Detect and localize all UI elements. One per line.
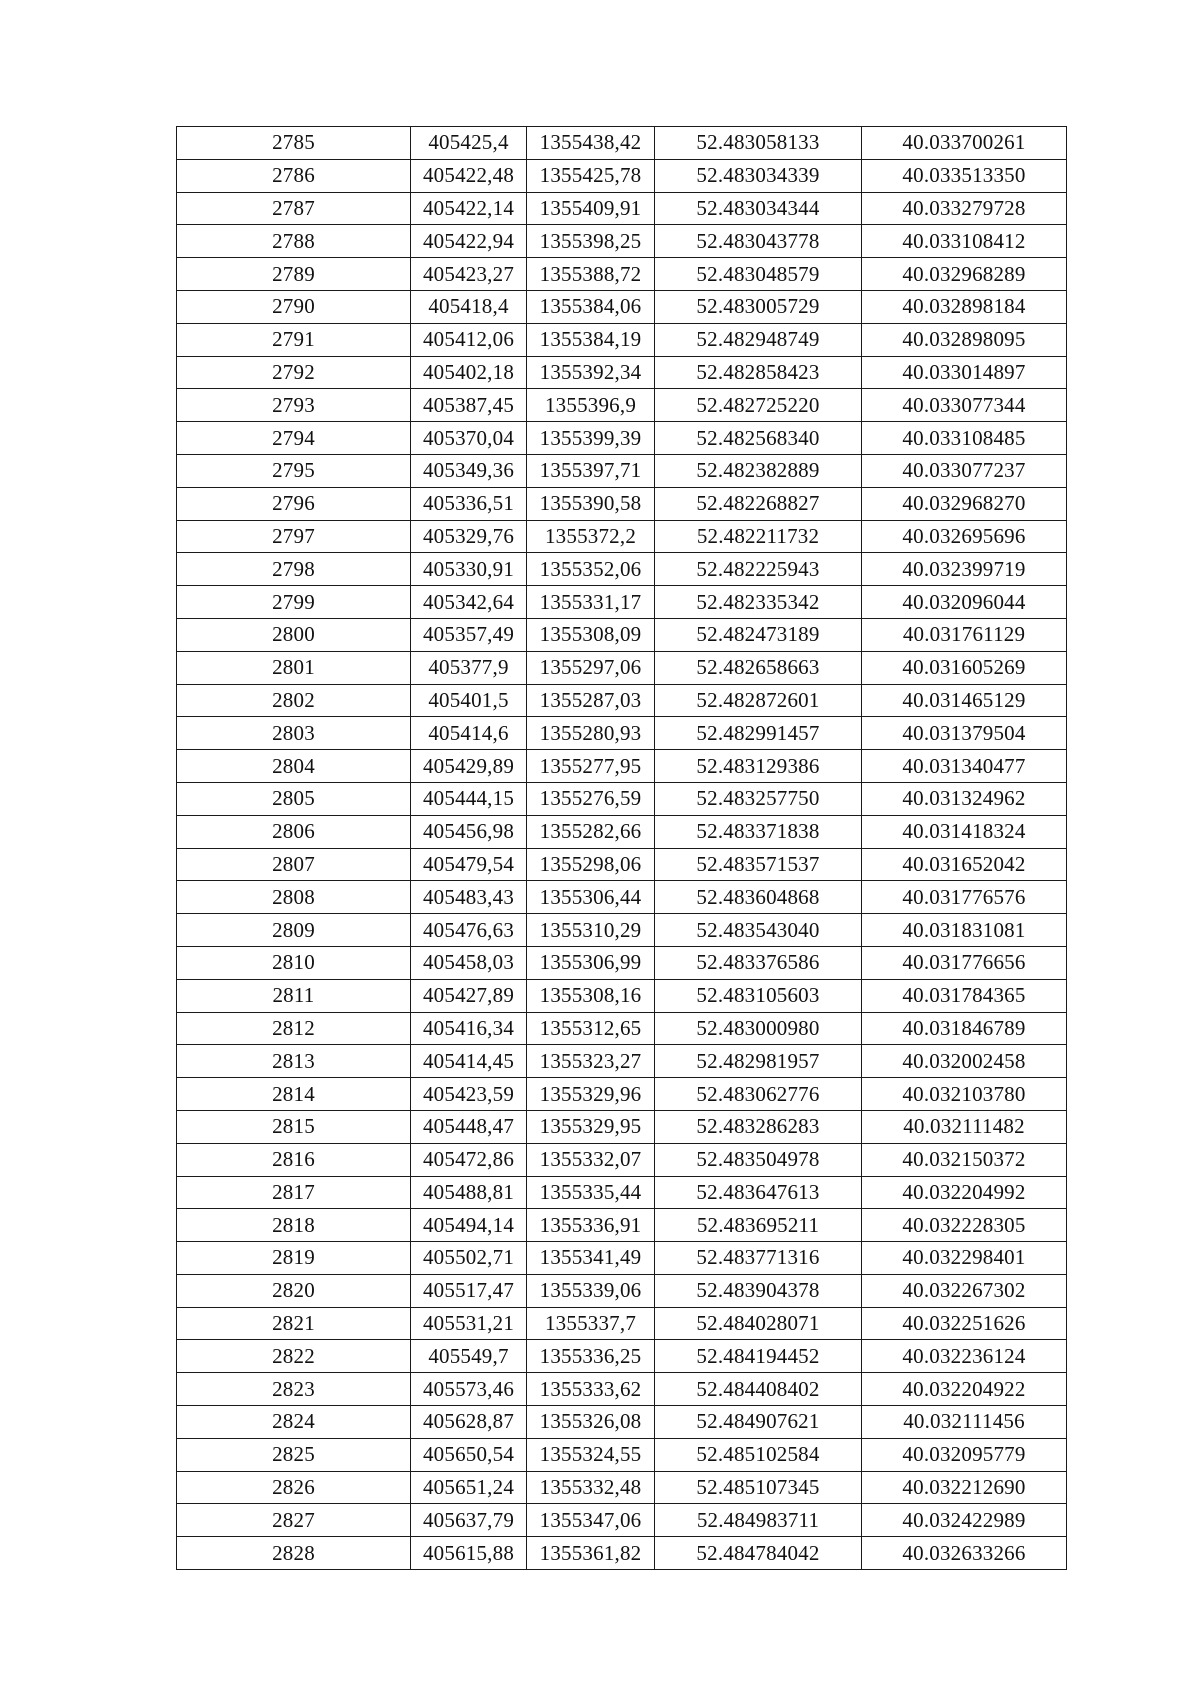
- table-row: [177, 1537, 1067, 1570]
- x-coordinate-cell: 405342,64: [411, 586, 527, 619]
- point-number-cell: 2817: [177, 1176, 411, 1209]
- point-number-cell: 2819: [177, 1242, 411, 1275]
- table-row: [177, 1274, 1067, 1307]
- y-coordinate-cell: 1355277,95: [527, 750, 655, 783]
- table-row: [177, 717, 1067, 750]
- longitude-cell: 40.032236124: [862, 1340, 1067, 1373]
- x-coordinate-cell: 405416,34: [411, 1012, 527, 1045]
- y-coordinate-cell: 1355361,82: [527, 1537, 655, 1570]
- point-number-cell: 2805: [177, 782, 411, 815]
- longitude-cell: 40.032968289: [862, 258, 1067, 291]
- longitude-cell: 40.031465129: [862, 684, 1067, 717]
- x-coordinate-cell: 405637,79: [411, 1504, 527, 1537]
- table-row: [177, 487, 1067, 520]
- table-row: [177, 323, 1067, 356]
- table-row: [177, 159, 1067, 192]
- x-coordinate-cell: 405412,06: [411, 323, 527, 356]
- longitude-cell: 40.031776656: [862, 946, 1067, 979]
- longitude-cell: 40.031324962: [862, 782, 1067, 815]
- x-coordinate-cell: 405402,18: [411, 356, 527, 389]
- y-coordinate-cell: 1355326,08: [527, 1406, 655, 1439]
- table-row: [177, 1143, 1067, 1176]
- y-coordinate-cell: 1355399,39: [527, 422, 655, 455]
- point-number-cell: 2804: [177, 750, 411, 783]
- y-coordinate-cell: 1355276,59: [527, 782, 655, 815]
- point-number-cell: 2824: [177, 1406, 411, 1439]
- longitude-cell: 40.031784365: [862, 979, 1067, 1012]
- table-row: [177, 553, 1067, 586]
- latitude-cell: 52.483695211: [655, 1209, 862, 1242]
- latitude-cell: 52.482981957: [655, 1045, 862, 1078]
- point-number-cell: 2812: [177, 1012, 411, 1045]
- point-number-cell: 2813: [177, 1045, 411, 1078]
- x-coordinate-cell: 405423,59: [411, 1078, 527, 1111]
- x-coordinate-cell: 405422,94: [411, 225, 527, 258]
- latitude-cell: 52.483571537: [655, 848, 862, 881]
- table-row: [177, 1406, 1067, 1439]
- longitude-cell: 40.032204992: [862, 1176, 1067, 1209]
- x-coordinate-cell: 405573,46: [411, 1373, 527, 1406]
- longitude-cell: 40.032399719: [862, 553, 1067, 586]
- point-number-cell: 2789: [177, 258, 411, 291]
- latitude-cell: 52.483000980: [655, 1012, 862, 1045]
- y-coordinate-cell: 1355329,96: [527, 1078, 655, 1111]
- y-coordinate-cell: 1355332,48: [527, 1471, 655, 1504]
- table-row: [177, 618, 1067, 651]
- table-row: [177, 520, 1067, 553]
- latitude-cell: 52.483371838: [655, 815, 862, 848]
- y-coordinate-cell: 1355339,06: [527, 1274, 655, 1307]
- latitude-cell: 52.484784042: [655, 1537, 862, 1570]
- latitude-cell: 52.483043778: [655, 225, 862, 258]
- latitude-cell: 52.483005729: [655, 290, 862, 323]
- table-row: [177, 1242, 1067, 1275]
- y-coordinate-cell: 1355337,7: [527, 1307, 655, 1340]
- point-number-cell: 2787: [177, 192, 411, 225]
- longitude-cell: 40.032968270: [862, 487, 1067, 520]
- point-number-cell: 2827: [177, 1504, 411, 1537]
- longitude-cell: 40.032251626: [862, 1307, 1067, 1340]
- latitude-cell: 52.483543040: [655, 914, 862, 947]
- y-coordinate-cell: 1355298,06: [527, 848, 655, 881]
- longitude-cell: 40.032103780: [862, 1078, 1067, 1111]
- latitude-cell: 52.483771316: [655, 1242, 862, 1275]
- point-number-cell: 2800: [177, 618, 411, 651]
- latitude-cell: 52.485107345: [655, 1471, 862, 1504]
- point-number-cell: 2802: [177, 684, 411, 717]
- point-number-cell: 2826: [177, 1471, 411, 1504]
- y-coordinate-cell: 1355396,9: [527, 389, 655, 422]
- y-coordinate-cell: 1355397,71: [527, 454, 655, 487]
- y-coordinate-cell: 1355329,95: [527, 1110, 655, 1143]
- longitude-cell: 40.032212690: [862, 1471, 1067, 1504]
- point-number-cell: 2796: [177, 487, 411, 520]
- latitude-cell: 52.483257750: [655, 782, 862, 815]
- x-coordinate-cell: 405336,51: [411, 487, 527, 520]
- point-number-cell: 2785: [177, 127, 411, 160]
- x-coordinate-cell: 405476,63: [411, 914, 527, 947]
- latitude-cell: 52.482948749: [655, 323, 862, 356]
- y-coordinate-cell: 1355308,16: [527, 979, 655, 1012]
- table-row: [177, 1373, 1067, 1406]
- table-row: [177, 192, 1067, 225]
- latitude-cell: 52.482225943: [655, 553, 862, 586]
- point-number-cell: 2799: [177, 586, 411, 619]
- table-row: [177, 815, 1067, 848]
- point-number-cell: 2795: [177, 454, 411, 487]
- table-row: [177, 1078, 1067, 1111]
- point-number-cell: 2815: [177, 1110, 411, 1143]
- latitude-cell: 52.482858423: [655, 356, 862, 389]
- table-row: [177, 782, 1067, 815]
- latitude-cell: 52.482473189: [655, 618, 862, 651]
- table-row: [177, 586, 1067, 619]
- y-coordinate-cell: 1355390,58: [527, 487, 655, 520]
- y-coordinate-cell: 1355308,09: [527, 618, 655, 651]
- longitude-cell: 40.032298401: [862, 1242, 1067, 1275]
- x-coordinate-cell: 405422,14: [411, 192, 527, 225]
- x-coordinate-cell: 405472,86: [411, 1143, 527, 1176]
- y-coordinate-cell: 1355323,27: [527, 1045, 655, 1078]
- longitude-cell: 40.031652042: [862, 848, 1067, 881]
- latitude-cell: 52.485102584: [655, 1438, 862, 1471]
- y-coordinate-cell: 1355438,42: [527, 127, 655, 160]
- latitude-cell: 52.482725220: [655, 389, 862, 422]
- latitude-cell: 52.484408402: [655, 1373, 862, 1406]
- x-coordinate-cell: 405549,7: [411, 1340, 527, 1373]
- table-row: [177, 1176, 1067, 1209]
- x-coordinate-cell: 405329,76: [411, 520, 527, 553]
- x-coordinate-cell: 405456,98: [411, 815, 527, 848]
- y-coordinate-cell: 1355331,17: [527, 586, 655, 619]
- y-coordinate-cell: 1355306,99: [527, 946, 655, 979]
- latitude-cell: 52.483604868: [655, 881, 862, 914]
- table-row: [177, 258, 1067, 291]
- latitude-cell: 52.483105603: [655, 979, 862, 1012]
- table-row: [177, 1307, 1067, 1340]
- longitude-cell: 40.033513350: [862, 159, 1067, 192]
- latitude-cell: 52.483904378: [655, 1274, 862, 1307]
- table-row: [177, 914, 1067, 947]
- y-coordinate-cell: 1355332,07: [527, 1143, 655, 1176]
- longitude-cell: 40.032095779: [862, 1438, 1067, 1471]
- longitude-cell: 40.032204922: [862, 1373, 1067, 1406]
- point-number-cell: 2828: [177, 1537, 411, 1570]
- point-number-cell: 2820: [177, 1274, 411, 1307]
- latitude-cell: 52.482991457: [655, 717, 862, 750]
- table-row: [177, 1045, 1067, 1078]
- table-row: [177, 127, 1067, 160]
- y-coordinate-cell: 1355398,25: [527, 225, 655, 258]
- longitude-cell: 40.032228305: [862, 1209, 1067, 1242]
- y-coordinate-cell: 1355287,03: [527, 684, 655, 717]
- x-coordinate-cell: 405448,47: [411, 1110, 527, 1143]
- x-coordinate-cell: 405615,88: [411, 1537, 527, 1570]
- x-coordinate-cell: 405370,04: [411, 422, 527, 455]
- point-number-cell: 2793: [177, 389, 411, 422]
- y-coordinate-cell: 1355310,29: [527, 914, 655, 947]
- x-coordinate-cell: 405330,91: [411, 553, 527, 586]
- x-coordinate-cell: 405387,45: [411, 389, 527, 422]
- y-coordinate-cell: 1355388,72: [527, 258, 655, 291]
- coordinates-table-body: [177, 127, 1067, 1570]
- table-row: [177, 651, 1067, 684]
- y-coordinate-cell: 1355306,44: [527, 881, 655, 914]
- x-coordinate-cell: 405349,36: [411, 454, 527, 487]
- latitude-cell: 52.482872601: [655, 684, 862, 717]
- point-number-cell: 2797: [177, 520, 411, 553]
- longitude-cell: 40.031776576: [862, 881, 1067, 914]
- latitude-cell: 52.484194452: [655, 1340, 862, 1373]
- point-number-cell: 2809: [177, 914, 411, 947]
- longitude-cell: 40.033108412: [862, 225, 1067, 258]
- point-number-cell: 2788: [177, 225, 411, 258]
- x-coordinate-cell: 405414,45: [411, 1045, 527, 1078]
- x-coordinate-cell: 405651,24: [411, 1471, 527, 1504]
- y-coordinate-cell: 1355384,19: [527, 323, 655, 356]
- table-row: [177, 881, 1067, 914]
- table-row: [177, 848, 1067, 881]
- x-coordinate-cell: 405427,89: [411, 979, 527, 1012]
- x-coordinate-cell: 405458,03: [411, 946, 527, 979]
- y-coordinate-cell: 1355324,55: [527, 1438, 655, 1471]
- x-coordinate-cell: 405401,5: [411, 684, 527, 717]
- latitude-cell: 52.483376586: [655, 946, 862, 979]
- point-number-cell: 2823: [177, 1373, 411, 1406]
- latitude-cell: 52.483034344: [655, 192, 862, 225]
- point-number-cell: 2814: [177, 1078, 411, 1111]
- longitude-cell: 40.032002458: [862, 1045, 1067, 1078]
- latitude-cell: 52.482268827: [655, 487, 862, 520]
- x-coordinate-cell: 405488,81: [411, 1176, 527, 1209]
- latitude-cell: 52.484028071: [655, 1307, 862, 1340]
- point-number-cell: 2798: [177, 553, 411, 586]
- x-coordinate-cell: 405628,87: [411, 1406, 527, 1439]
- latitude-cell: 52.484983711: [655, 1504, 862, 1537]
- point-number-cell: 2807: [177, 848, 411, 881]
- y-coordinate-cell: 1355335,44: [527, 1176, 655, 1209]
- longitude-cell: 40.032111456: [862, 1406, 1067, 1439]
- x-coordinate-cell: 405377,9: [411, 651, 527, 684]
- longitude-cell: 40.033077344: [862, 389, 1067, 422]
- table-row: [177, 389, 1067, 422]
- longitude-cell: 40.032898095: [862, 323, 1067, 356]
- table-row: [177, 356, 1067, 389]
- coordinates-table: [176, 126, 1067, 1570]
- latitude-cell: 52.482382889: [655, 454, 862, 487]
- y-coordinate-cell: 1355336,25: [527, 1340, 655, 1373]
- table-row: [177, 1471, 1067, 1504]
- point-number-cell: 2810: [177, 946, 411, 979]
- point-number-cell: 2816: [177, 1143, 411, 1176]
- x-coordinate-cell: 405517,47: [411, 1274, 527, 1307]
- point-number-cell: 2818: [177, 1209, 411, 1242]
- longitude-cell: 40.032096044: [862, 586, 1067, 619]
- point-number-cell: 2806: [177, 815, 411, 848]
- longitude-cell: 40.031761129: [862, 618, 1067, 651]
- y-coordinate-cell: 1355392,34: [527, 356, 655, 389]
- y-coordinate-cell: 1355297,06: [527, 651, 655, 684]
- table-row: [177, 946, 1067, 979]
- table-row: [177, 1110, 1067, 1143]
- longitude-cell: 40.033014897: [862, 356, 1067, 389]
- y-coordinate-cell: 1355372,2: [527, 520, 655, 553]
- x-coordinate-cell: 405423,27: [411, 258, 527, 291]
- latitude-cell: 52.483048579: [655, 258, 862, 291]
- latitude-cell: 52.483062776: [655, 1078, 862, 1111]
- table-row: [177, 422, 1067, 455]
- x-coordinate-cell: 405357,49: [411, 618, 527, 651]
- x-coordinate-cell: 405422,48: [411, 159, 527, 192]
- y-coordinate-cell: 1355384,06: [527, 290, 655, 323]
- table-row: [177, 1340, 1067, 1373]
- y-coordinate-cell: 1355341,49: [527, 1242, 655, 1275]
- table-row: [177, 1504, 1067, 1537]
- y-coordinate-cell: 1355347,06: [527, 1504, 655, 1537]
- point-number-cell: 2803: [177, 717, 411, 750]
- y-coordinate-cell: 1355333,62: [527, 1373, 655, 1406]
- latitude-cell: 52.482335342: [655, 586, 862, 619]
- point-number-cell: 2808: [177, 881, 411, 914]
- table-row: [177, 1012, 1067, 1045]
- longitude-cell: 40.032422989: [862, 1504, 1067, 1537]
- longitude-cell: 40.031379504: [862, 717, 1067, 750]
- x-coordinate-cell: 405502,71: [411, 1242, 527, 1275]
- longitude-cell: 40.032267302: [862, 1274, 1067, 1307]
- y-coordinate-cell: 1355425,78: [527, 159, 655, 192]
- y-coordinate-cell: 1355312,65: [527, 1012, 655, 1045]
- x-coordinate-cell: 405494,14: [411, 1209, 527, 1242]
- latitude-cell: 52.483129386: [655, 750, 862, 783]
- x-coordinate-cell: 405429,89: [411, 750, 527, 783]
- longitude-cell: 40.032150372: [862, 1143, 1067, 1176]
- latitude-cell: 52.484907621: [655, 1406, 862, 1439]
- x-coordinate-cell: 405650,54: [411, 1438, 527, 1471]
- table-row: [177, 454, 1067, 487]
- point-number-cell: 2822: [177, 1340, 411, 1373]
- x-coordinate-cell: 405425,4: [411, 127, 527, 160]
- point-number-cell: 2794: [177, 422, 411, 455]
- table-row: [177, 979, 1067, 1012]
- latitude-cell: 52.483058133: [655, 127, 862, 160]
- point-number-cell: 2792: [177, 356, 411, 389]
- longitude-cell: 40.031418324: [862, 815, 1067, 848]
- latitude-cell: 52.482568340: [655, 422, 862, 455]
- point-number-cell: 2791: [177, 323, 411, 356]
- point-number-cell: 2825: [177, 1438, 411, 1471]
- longitude-cell: 40.032633266: [862, 1537, 1067, 1570]
- table-row: [177, 290, 1067, 323]
- y-coordinate-cell: 1355409,91: [527, 192, 655, 225]
- x-coordinate-cell: 405418,4: [411, 290, 527, 323]
- table-row: [177, 225, 1067, 258]
- point-number-cell: 2790: [177, 290, 411, 323]
- longitude-cell: 40.033108485: [862, 422, 1067, 455]
- latitude-cell: 52.483034339: [655, 159, 862, 192]
- longitude-cell: 40.032898184: [862, 290, 1067, 323]
- latitude-cell: 52.483286283: [655, 1110, 862, 1143]
- latitude-cell: 52.483647613: [655, 1176, 862, 1209]
- x-coordinate-cell: 405479,54: [411, 848, 527, 881]
- longitude-cell: 40.032695696: [862, 520, 1067, 553]
- point-number-cell: 2821: [177, 1307, 411, 1340]
- table-row: [177, 750, 1067, 783]
- x-coordinate-cell: 405414,6: [411, 717, 527, 750]
- point-number-cell: 2811: [177, 979, 411, 1012]
- latitude-cell: 52.482211732: [655, 520, 862, 553]
- y-coordinate-cell: 1355352,06: [527, 553, 655, 586]
- longitude-cell: 40.033077237: [862, 454, 1067, 487]
- table-row: [177, 684, 1067, 717]
- latitude-cell: 52.483504978: [655, 1143, 862, 1176]
- longitude-cell: 40.033700261: [862, 127, 1067, 160]
- longitude-cell: 40.032111482: [862, 1110, 1067, 1143]
- y-coordinate-cell: 1355336,91: [527, 1209, 655, 1242]
- point-number-cell: 2801: [177, 651, 411, 684]
- longitude-cell: 40.031605269: [862, 651, 1067, 684]
- point-number-cell: 2786: [177, 159, 411, 192]
- latitude-cell: 52.482658663: [655, 651, 862, 684]
- longitude-cell: 40.031340477: [862, 750, 1067, 783]
- x-coordinate-cell: 405483,43: [411, 881, 527, 914]
- x-coordinate-cell: 405531,21: [411, 1307, 527, 1340]
- longitude-cell: 40.031831081: [862, 914, 1067, 947]
- table-row: [177, 1209, 1067, 1242]
- longitude-cell: 40.033279728: [862, 192, 1067, 225]
- y-coordinate-cell: 1355280,93: [527, 717, 655, 750]
- x-coordinate-cell: 405444,15: [411, 782, 527, 815]
- longitude-cell: 40.031846789: [862, 1012, 1067, 1045]
- table-row: [177, 1438, 1067, 1471]
- y-coordinate-cell: 1355282,66: [527, 815, 655, 848]
